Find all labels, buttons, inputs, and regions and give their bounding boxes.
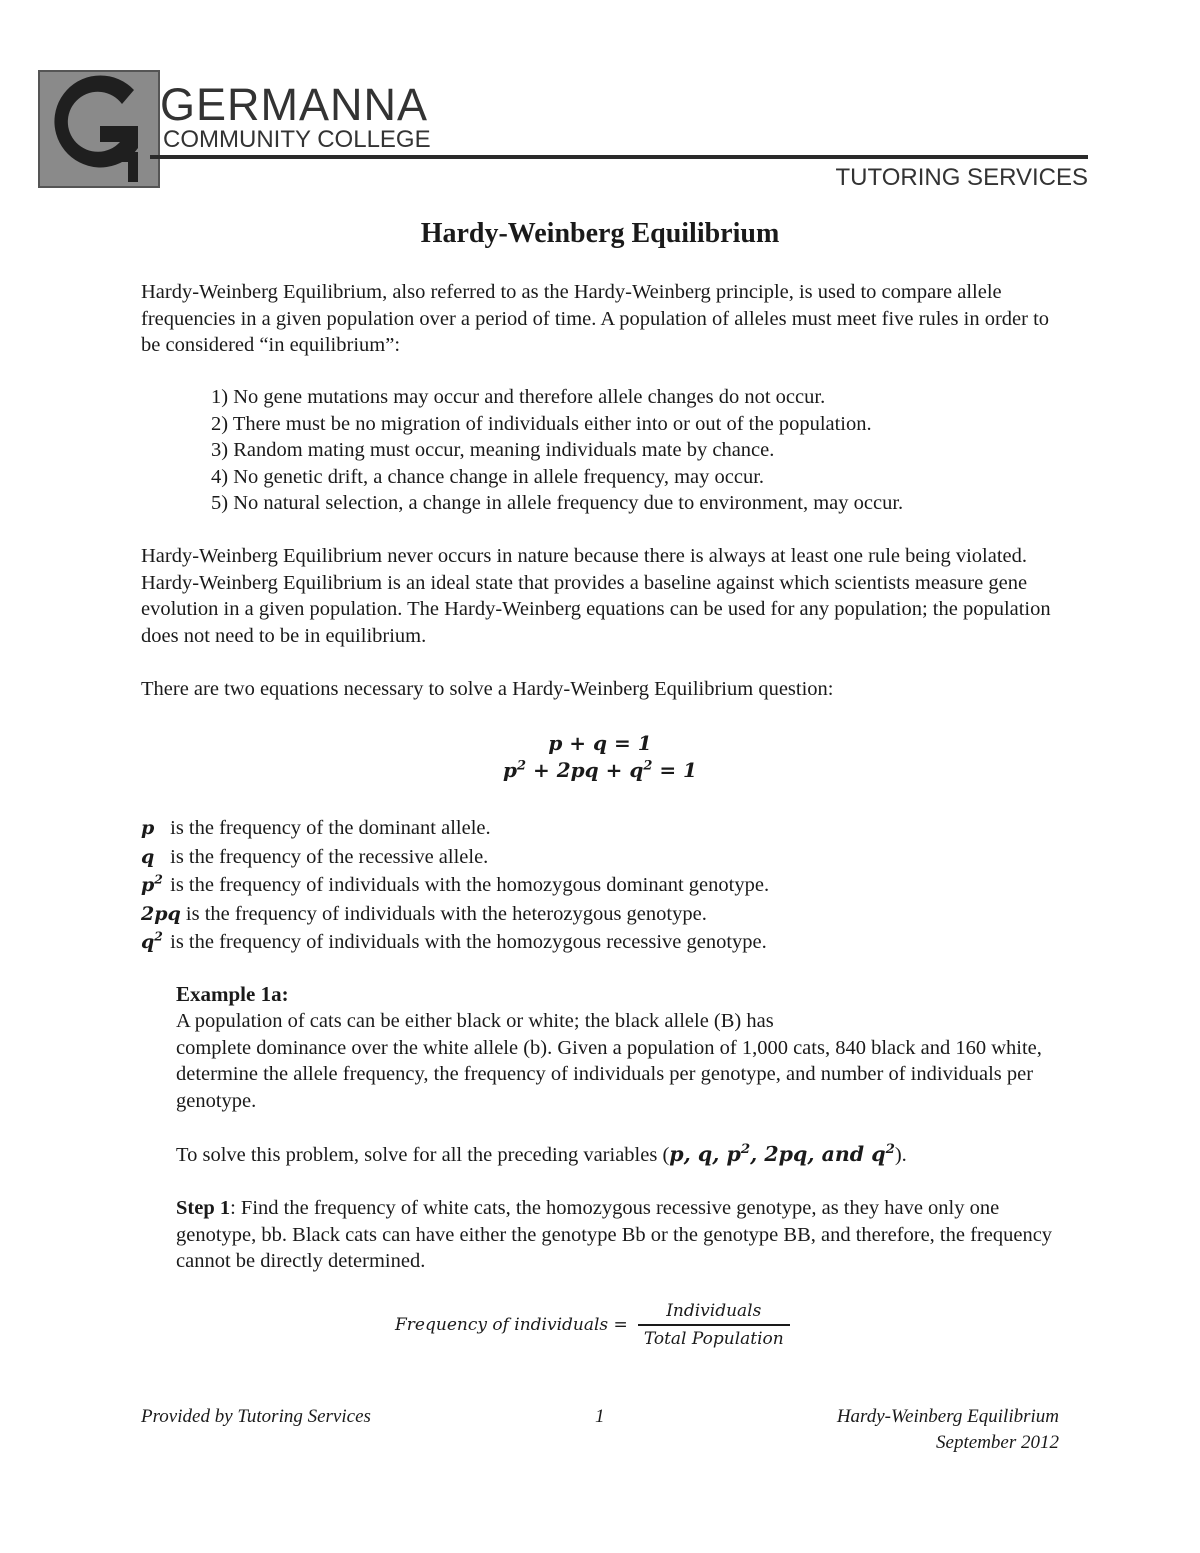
definition-item: [141, 928, 1071, 957]
formula-numerator: Individuals: [666, 1301, 762, 1321]
eq2-exp: 2: [643, 758, 653, 774]
step-label: Step 1: [176, 1197, 231, 1219]
footer-provider: Provided by Tutoring Services: [141, 1406, 371, 1427]
rule-item: 2) There must be no migration of individuals either into or out of the population.: [211, 412, 872, 435]
definition-text: is the frequency of the recessive allele.: [165, 845, 489, 868]
definition-item: [141, 814, 1071, 843]
formula-fraction: [638, 1301, 790, 1349]
solve-instruction: To solve this problem, solve for all the preceding variables (p, q, $p^2$, 2pq, and $q^2$).: [176, 1141, 907, 1166]
rule-item: 1) No gene mutations may occur and therefore allele changes do not occur.: [211, 386, 826, 408]
definition-item: [141, 900, 1071, 929]
rule-item: 4) No genetic drift, a chance change in allele frequency, may occur.: [211, 465, 765, 488]
step-text: : Find the frequency of white cats, the homozygous recessive genotype, as they have only one genotype, bb. Black cats can have either the genotype Bb or the genotype BB, and therefore, the frequency cannot be directly determined.: [176, 1197, 1053, 1272]
definition-variable: q: [141, 845, 155, 868]
example-body-line: A population of cats can be either black or white; the black allele (B) has: [176, 1010, 774, 1032]
footer-doc-title: Hardy-Weinberg Equilibrium: [836, 1406, 1059, 1427]
header-divider: [150, 155, 1088, 159]
rules-list: [211, 384, 1091, 517]
definition-item: [141, 843, 1071, 872]
eq2-end: = 1: [652, 758, 697, 782]
document-title: Hardy-Weinberg Equilibrium: [420, 218, 780, 249]
variable-definitions: [141, 814, 1071, 957]
rule-item: 3) Random mating must occur, meaning individuals mate by chance.: [211, 439, 775, 461]
footer-date: September 2012: [936, 1432, 1059, 1453]
eq2-mid: + 2pq + q: [526, 758, 644, 782]
footer-doc-info: [837, 1404, 1059, 1456]
paragraph-ideal-state: Hardy-Weinberg Equilibrium never occurs in nature because there is always at least one rule being violated. Hardy-Weinberg Equilibrium is an ideal state that provides a baseline against which scientists measure gene evolution in a given population. The Hardy-Weinberg equations can be used for any population; the population does not need to be in equilibrium.: [141, 545, 1051, 647]
example-body-rest: complete dominance over the white allele (b). Given a population of 1,000 cats, 840 black and 160 white, determine the allele frequency, the frequency of individuals per genotype, and number of individuals per genotype.: [176, 1036, 1042, 1112]
frequency-formula: [395, 1295, 790, 1355]
definition-variable: p: [141, 817, 155, 839]
definition-variable: $p^2$: [141, 871, 163, 896]
page-number: 1: [595, 1406, 605, 1427]
rule-item: 5) No natural selection, a change in allele frequency due to environment, may occur.: [211, 492, 904, 514]
formula-denominator: Total Population: [638, 1324, 790, 1349]
definition-text: is the frequency of individuals with the heterozygous genotype.: [180, 902, 707, 925]
definition-text: is the frequency of individuals with the homozygous recessive genotype.: [165, 931, 767, 953]
equation-genotype-sum: [0, 758, 1200, 782]
definition-text: is the frequency of the dominant allele.: [165, 817, 491, 839]
department-name: TUTORING SERVICES: [835, 164, 1088, 191]
definition-variable: 2pq: [141, 902, 181, 925]
equation-allele-sum: p + q = 1: [548, 731, 652, 755]
paragraph-equations-intro: There are two equations necessary to solve a Hardy-Weinberg Equilibrium question:: [141, 678, 834, 700]
definition-variable: $q^2$: [141, 928, 163, 953]
solve-variables: p, q, $p^2$, 2pq, and $q^2$: [669, 1141, 895, 1166]
college-subtitle: COMMUNITY COLLEGE: [163, 126, 431, 153]
definition-text: is the frequency of individuals with the homozygous dominant genotype.: [165, 874, 770, 896]
example-heading: Example 1a:: [176, 982, 289, 1006]
intro-paragraph: Hardy-Weinberg Equilibrium, also referred to as the Hardy-Weinberg principle, is used to compare allele frequencies in a given population over a period of time. A population of alleles must meet five rules in order to be considered “in equilibrium”:: [141, 281, 1050, 356]
formula-lhs: Frequency of individuals =: [395, 1315, 628, 1335]
eq2-exp: 2: [517, 758, 527, 774]
eq2-p: p: [503, 758, 518, 782]
step-1-paragraph: [176, 1195, 1076, 1275]
college-logo: [38, 70, 160, 188]
college-name: GERMANNA: [160, 79, 429, 130]
example-body: [176, 1008, 1076, 1114]
logo-g-mark: [38, 70, 160, 188]
definition-item: [141, 871, 1071, 900]
